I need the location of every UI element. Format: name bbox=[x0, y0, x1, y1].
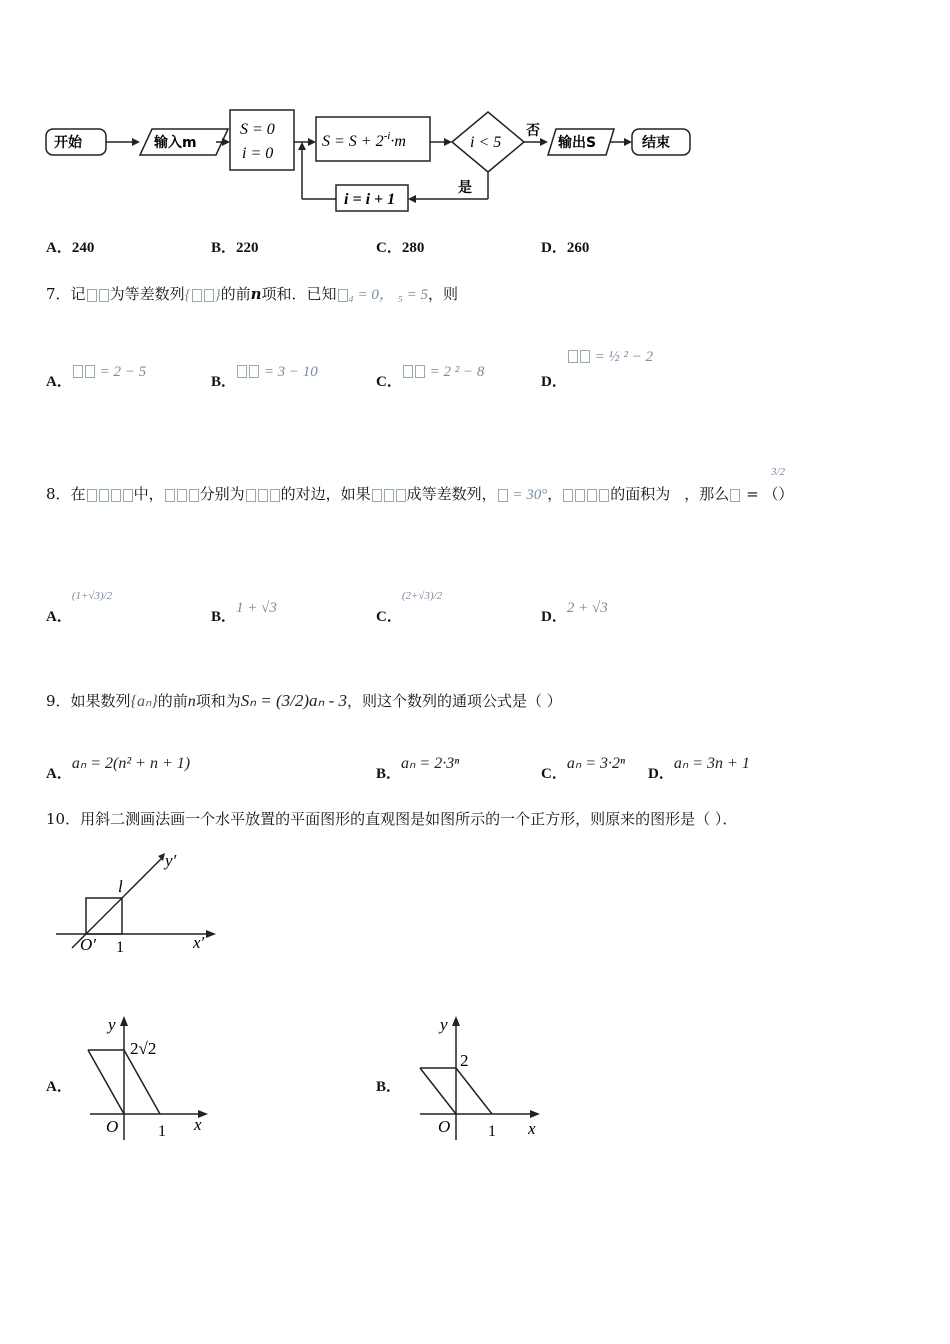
q10-figure bbox=[50, 848, 230, 960]
flow-input-label: 输入m bbox=[154, 135, 197, 151]
q8-option-b: B．1 + √3 bbox=[211, 600, 277, 625]
q6-option-d: D．260 bbox=[541, 240, 590, 256]
q7-option-d: D． = ½ ² − 2 bbox=[541, 349, 654, 390]
q7-option-b: B． = 3 − 10 bbox=[211, 364, 318, 390]
flow-start-label: 开始 bbox=[54, 135, 82, 151]
q7-stem: 7．记 为等差数列{ }的前n项和．已知 ₄ = 0， ₅ = 5，则 bbox=[46, 285, 458, 303]
q9-option-a: A．aₙ = 2(n² + n + 1) bbox=[46, 755, 191, 782]
q10-fig-y: y′ bbox=[165, 851, 177, 870]
q9-stem: 9．如果数列{aₙ}的前n项和为Sₙ = (3/2)aₙ - 3，则这个数列的通项公式是（ ） bbox=[46, 691, 562, 710]
q10-b-one: 1 bbox=[488, 1123, 496, 1140]
q7-option-a: A． = 2 − 5 bbox=[46, 364, 147, 390]
q10-fig-x: x′ bbox=[193, 933, 205, 952]
q6-option-c: C．280 bbox=[376, 240, 425, 256]
q10-stem: 10．用斜二测画法画一个水平放置的平面图形的直观图是如图所示的一个正方形，则原来的图形是（ ）． bbox=[46, 810, 738, 828]
q6-option-a: A．240 bbox=[46, 240, 95, 256]
q10-fig-l: l bbox=[118, 877, 123, 896]
q10-option-b-figure bbox=[410, 1012, 550, 1142]
q10-a-y: y bbox=[108, 1015, 116, 1034]
q10-b-y: y bbox=[440, 1015, 448, 1034]
q10-b-x: x bbox=[528, 1119, 536, 1138]
flow-init2: i = 0 bbox=[242, 145, 274, 162]
q10-option-a-letter: A． bbox=[46, 1079, 72, 1095]
q10-a-x: x bbox=[194, 1115, 202, 1134]
q7-option-c: C． = 2 ² − 8 bbox=[376, 364, 485, 390]
flow-condition: i < 5 bbox=[470, 134, 502, 151]
flow-output-label: 输出S bbox=[558, 135, 597, 151]
q9-option-c: C．aₙ = 3·2ⁿ bbox=[541, 755, 626, 782]
q8-stem: 8．在 中， 分别为 的对边，如果 成等差数列， = 30°， 的面积为 ，那么 = （） bbox=[46, 485, 794, 503]
q10-b-o: O bbox=[438, 1117, 451, 1136]
q10-a-o: O bbox=[106, 1117, 119, 1136]
q6-option-b: B．220 bbox=[211, 240, 259, 256]
q10-option-a-figure bbox=[80, 1012, 220, 1142]
q10-fig-one: 1 bbox=[116, 939, 124, 956]
q9-option-d: D．aₙ = 3n + 1 bbox=[648, 755, 750, 782]
flow-yes-label: 是 bbox=[458, 180, 472, 196]
q10-a-h: 2√2 bbox=[130, 1039, 157, 1058]
q8-option-d: D．2 + √3 bbox=[541, 600, 608, 625]
q8-area-fraction: 3/2 bbox=[771, 466, 786, 478]
q10-option-b-letter: B． bbox=[376, 1079, 402, 1095]
flow-no-label: 否 bbox=[526, 123, 540, 139]
q8-option-c: C．(2+√3)/2 bbox=[376, 590, 443, 625]
flowchart-rest bbox=[40, 95, 720, 225]
q10-a-one: 1 bbox=[158, 1123, 166, 1140]
q10-b-h: 2 bbox=[460, 1051, 469, 1070]
flow-init1: S = 0 bbox=[240, 121, 275, 138]
q10-fig-o: O′ bbox=[80, 935, 96, 954]
q8-option-a: A．(1+√3)/2 bbox=[46, 590, 113, 625]
flow-increment: i = i + 1 bbox=[344, 191, 396, 208]
flow-end-label: 结束 bbox=[642, 135, 670, 151]
flow-update: $S = S + 2^{-i}\cdot m$ bbox=[322, 130, 406, 150]
q9-option-b: B．aₙ = 2·3ⁿ bbox=[376, 755, 460, 782]
